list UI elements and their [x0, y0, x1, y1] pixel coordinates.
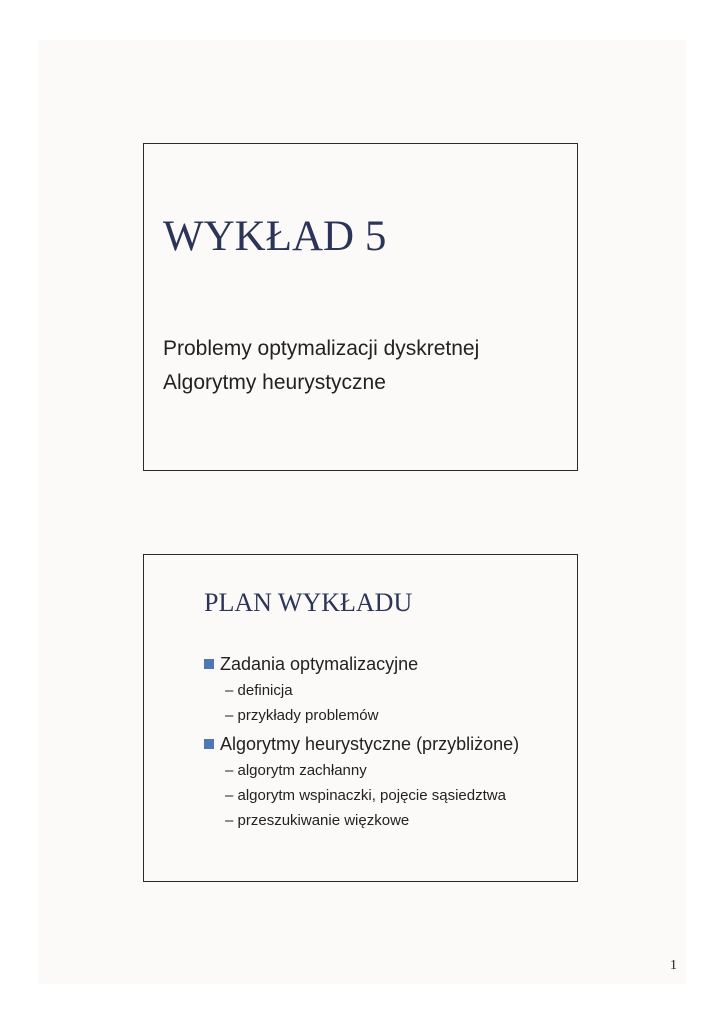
- lecture-title: WYKŁAD 5: [163, 213, 387, 260]
- sub-list-item: – algorytm wspinaczki, pojęcie sąsiedztwa: [225, 787, 506, 804]
- sub-list-item: – algorytm zachłanny: [225, 762, 367, 779]
- lecture-subtitle: [163, 332, 479, 400]
- sub-list-item: – przykłady problemów: [225, 707, 379, 724]
- subtitle-line-1: Problemy optymalizacji dyskretnej: [163, 337, 480, 360]
- document-page: [38, 40, 686, 984]
- square-bullet-icon: [204, 739, 214, 749]
- list-item: [204, 731, 519, 757]
- square-bullet-icon: [204, 659, 214, 669]
- slide-plan: [143, 554, 578, 882]
- sub-list-item: – definicja: [225, 682, 293, 699]
- sub-list-item: – przeszukiwanie więzkowe: [225, 812, 410, 829]
- list-item: [204, 651, 519, 677]
- slide-title: [143, 143, 578, 471]
- plan-list: [204, 651, 519, 833]
- page-number: 1: [670, 958, 677, 973]
- plan-title: PLAN WYKŁADU: [204, 588, 413, 617]
- list-item-label: Algorytmy heurystyczne (przybliżone): [220, 733, 520, 754]
- list-item-label: Zadania optymalizacyjne: [220, 653, 419, 674]
- subtitle-line-2: Algorytmy heurystyczne: [163, 371, 386, 394]
